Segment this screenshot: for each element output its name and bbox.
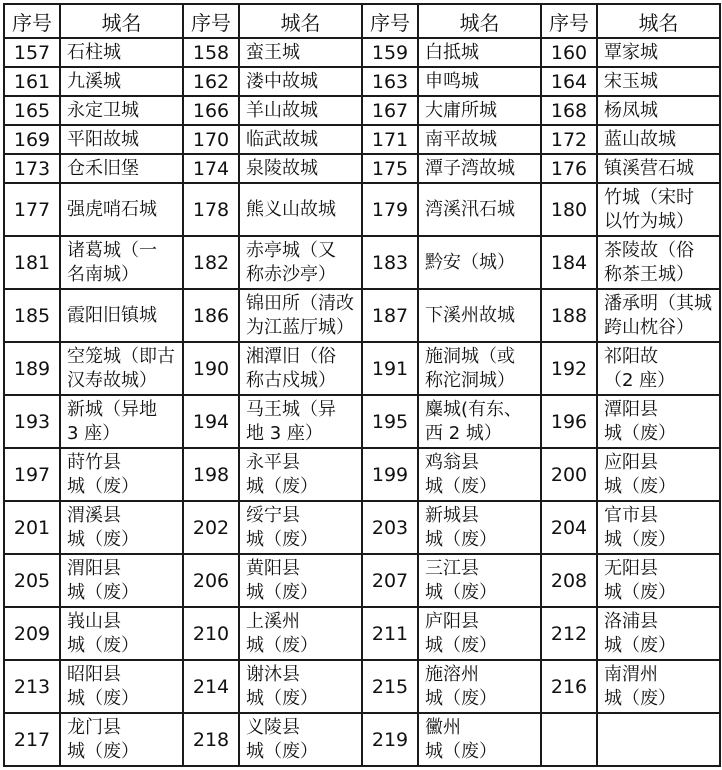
city-name-cell [418, 96, 541, 125]
city-name-line: 渭溪县 [67, 504, 121, 526]
serial-number-cell: 159 [362, 38, 418, 67]
city-name-cell [597, 448, 720, 501]
city-name-line: 城（废） [425, 475, 497, 497]
city-name-cell [597, 660, 720, 713]
city-name-line: 汉寿故城） [67, 369, 157, 391]
serial-number-cell: 201 [4, 501, 60, 554]
city-name-cell [60, 125, 183, 154]
city-name-line: 城（废） [604, 422, 676, 444]
city-name-cell [418, 501, 541, 554]
serial-number-cell: 158 [183, 38, 239, 67]
city-name-line: 溇中故城 [246, 70, 318, 92]
city-name-line: 杨凤城 [604, 99, 658, 121]
city-name-line: 施洞城（或 [425, 345, 515, 367]
city-name-line: 城（废） [67, 475, 139, 497]
serial-number-cell: 203 [362, 501, 418, 554]
city-name-cell [239, 342, 362, 395]
table-row [4, 395, 720, 448]
city-name-line: 城（废） [67, 740, 139, 762]
city-name-cell [597, 607, 720, 660]
serial-number-cell: 191 [362, 342, 418, 395]
city-name-line: 强虎哨石城 [67, 198, 157, 220]
city-name-cell [60, 607, 183, 660]
city-name-cell [418, 183, 541, 236]
city-name-line: 大庸所城 [425, 99, 497, 121]
serial-number-cell: 169 [4, 125, 60, 154]
serial-number-cell: 167 [362, 96, 418, 125]
city-name-cell [60, 448, 183, 501]
city-name-cell [60, 501, 183, 554]
serial-number-cell: 193 [4, 395, 60, 448]
serial-number-cell: 183 [362, 236, 418, 289]
serial-number-cell: 194 [183, 395, 239, 448]
city-name-cell [239, 713, 362, 766]
table-row [4, 125, 720, 154]
serial-number-cell: 160 [541, 38, 597, 67]
table-body [4, 38, 720, 766]
city-name-line: 永定卫城 [67, 99, 139, 121]
city-name-cell [239, 660, 362, 713]
city-name-cell [597, 554, 720, 607]
serial-number-cell: 213 [4, 660, 60, 713]
city-name-line: 城（废） [67, 581, 139, 603]
city-name-line: 城（废） [67, 634, 139, 656]
city-name-cell [239, 289, 362, 342]
city-name-line: 申鸣城 [425, 70, 479, 92]
serial-number-cell: 190 [183, 342, 239, 395]
city-name-line: 泉陵故城 [246, 157, 318, 179]
city-name-line: 谢沐县 [246, 663, 300, 685]
city-name-line: 城（废） [246, 634, 318, 656]
city-name-cell [60, 154, 183, 183]
serial-number-cell: 166 [183, 96, 239, 125]
table-row [4, 289, 720, 342]
city-name-cell [597, 67, 720, 96]
table-header-row [4, 4, 720, 38]
table-row [4, 448, 720, 501]
header-serial: 序号 [362, 4, 418, 38]
city-name-line: 绥宁县 [246, 504, 300, 526]
city-name-cell [239, 38, 362, 67]
city-name-line: 熊义山故城 [246, 198, 336, 220]
serial-number-cell: 175 [362, 154, 418, 183]
city-name-line: 空笼城（即古 [67, 345, 175, 367]
city-name-line: 昭阳县 [67, 663, 121, 685]
city-name-cell [597, 183, 720, 236]
city-name-line: 称沱洞城） [425, 369, 515, 391]
table-row [4, 38, 720, 67]
city-name-line: 城（废） [604, 528, 676, 550]
serial-number-cell: 176 [541, 154, 597, 183]
serial-number-cell: 196 [541, 395, 597, 448]
city-name-line: 城（废） [246, 687, 318, 709]
city-name-cell [239, 236, 362, 289]
city-name-line: 湾溪汛石城 [425, 198, 515, 220]
serial-number-cell: 168 [541, 96, 597, 125]
serial-number-cell: 207 [362, 554, 418, 607]
city-name-cell [597, 38, 720, 67]
serial-number-cell: 205 [4, 554, 60, 607]
city-name-cell [418, 38, 541, 67]
serial-number-cell: 173 [4, 154, 60, 183]
header-serial: 序号 [541, 4, 597, 38]
table-row [4, 342, 720, 395]
serial-number-cell: 189 [4, 342, 60, 395]
city-name-line: 蛮王城 [246, 41, 300, 63]
serial-number-cell: 214 [183, 660, 239, 713]
city-name-cell [60, 289, 183, 342]
serial-number-cell: 182 [183, 236, 239, 289]
city-name-cell [60, 38, 183, 67]
serial-number-cell: 199 [362, 448, 418, 501]
serial-number-cell: 217 [4, 713, 60, 766]
city-name-line: 西 2 城） [425, 422, 502, 444]
city-name-line: 黔安（城） [425, 251, 515, 273]
city-name-cell [597, 125, 720, 154]
city-name-line: 庐阳县 [425, 610, 479, 632]
city-name-line: 城（废） [604, 687, 676, 709]
serial-number-cell: 200 [541, 448, 597, 501]
city-name-cell [60, 554, 183, 607]
serial-number-cell: 195 [362, 395, 418, 448]
city-name-line: 新城县 [425, 504, 479, 526]
city-name-line: 南平故城 [425, 128, 497, 150]
city-name-cell [60, 713, 183, 766]
city-name-cell [60, 236, 183, 289]
serial-number-cell: 197 [4, 448, 60, 501]
city-name-cell [418, 289, 541, 342]
serial-number-cell: 157 [4, 38, 60, 67]
city-name-cell [597, 342, 720, 395]
serial-number-cell: 210 [183, 607, 239, 660]
serial-number-cell: 165 [4, 96, 60, 125]
city-name-line: 城（废） [425, 581, 497, 603]
serial-number-cell [541, 713, 597, 766]
city-name-line: 峩山县 [67, 610, 121, 632]
serial-number-cell: 204 [541, 501, 597, 554]
city-name-line: 竹城（宋时 [604, 186, 694, 208]
city-name-line: 潭阳县 [604, 398, 658, 420]
city-name-line: 诸葛城（一 [67, 239, 157, 261]
serial-number-cell: 172 [541, 125, 597, 154]
city-name-line: 九溪城 [67, 70, 121, 92]
city-name-line: 城（废） [246, 581, 318, 603]
city-name-line: 义陵县 [246, 716, 300, 738]
city-name-line: 茶陵故（俗 [604, 239, 694, 261]
city-name-cell [60, 395, 183, 448]
city-name-cell [239, 154, 362, 183]
table-row [4, 183, 720, 236]
city-name-cell [597, 713, 720, 766]
city-name-cell [239, 67, 362, 96]
header-city-name: 城名 [60, 4, 183, 38]
city-name-cell [239, 183, 362, 236]
city-name-line: 祁阳故 [604, 345, 658, 367]
serial-number-cell: 209 [4, 607, 60, 660]
city-name-line: 城（废） [246, 528, 318, 550]
city-name-cell [418, 67, 541, 96]
city-name-cell [418, 607, 541, 660]
city-name-line: 临武故城 [246, 128, 318, 150]
city-name-cell [418, 342, 541, 395]
city-name-cell [418, 125, 541, 154]
city-name-line: （2 座） [604, 369, 676, 391]
table-row [4, 501, 720, 554]
city-name-line: 官市县 [604, 504, 658, 526]
city-name-cell [239, 554, 362, 607]
serial-number-cell: 192 [541, 342, 597, 395]
city-name-cell [60, 67, 183, 96]
city-name-line: 为江蓝厅城） [246, 316, 354, 338]
city-name-line: 上溪州 [246, 610, 300, 632]
city-name-line: 宋玉城 [604, 70, 658, 92]
city-name-cell [60, 96, 183, 125]
city-name-cell [597, 501, 720, 554]
header-city-name: 城名 [239, 4, 362, 38]
city-name-cell [239, 395, 362, 448]
city-name-line: 潭子湾故城 [425, 157, 515, 179]
serial-number-cell: 218 [183, 713, 239, 766]
city-name-line: 洛浦县 [604, 610, 658, 632]
serial-number-cell: 198 [183, 448, 239, 501]
serial-number-cell: 216 [541, 660, 597, 713]
city-name-line: 黴州 [425, 716, 461, 738]
city-name-cell [418, 236, 541, 289]
serial-number-cell: 164 [541, 67, 597, 96]
city-name-line: 三江县 [425, 557, 479, 579]
city-name-line: 潘承明（其城 [604, 292, 712, 314]
city-name-line: 锦田所（清改 [246, 292, 354, 314]
city-name-line: 城（废） [425, 740, 497, 762]
city-name-line: 称赤沙亭） [246, 263, 336, 285]
city-name-cell [597, 289, 720, 342]
city-name-cell [239, 125, 362, 154]
city-name-line: 无阳县 [604, 557, 658, 579]
city-name-line: 渭阳县 [67, 557, 121, 579]
city-name-line: 覃家城 [604, 41, 658, 63]
city-name-line: 白抵城 [425, 41, 479, 63]
serial-number-cell: 208 [541, 554, 597, 607]
city-name-line: 名南城） [67, 263, 139, 285]
serial-number-cell: 174 [183, 154, 239, 183]
serial-number-cell: 206 [183, 554, 239, 607]
city-name-cell [418, 713, 541, 766]
table-row [4, 660, 720, 713]
serial-number-cell: 171 [362, 125, 418, 154]
city-name-line: 城（废） [67, 687, 139, 709]
city-name-line: 城（废） [604, 634, 676, 656]
city-name-line: 城（废） [246, 475, 318, 497]
serial-number-cell: 187 [362, 289, 418, 342]
serial-number-cell: 162 [183, 67, 239, 96]
city-name-line: 城（废） [425, 687, 497, 709]
table-row [4, 607, 720, 660]
serial-number-cell: 215 [362, 660, 418, 713]
city-name-line: 蓝山故城 [604, 128, 676, 150]
serial-number-cell: 180 [541, 183, 597, 236]
city-name-line: 跨山枕谷） [604, 316, 694, 338]
serial-number-cell: 178 [183, 183, 239, 236]
serial-number-cell: 188 [541, 289, 597, 342]
city-name-line: 下溪州故城 [425, 304, 515, 326]
city-name-cell [60, 183, 183, 236]
city-name-line: 地 3 座） [246, 422, 323, 444]
serial-number-cell: 179 [362, 183, 418, 236]
city-name-line: 石柱城 [67, 41, 121, 63]
city-name-cell [239, 96, 362, 125]
city-name-line: 湘潭旧（俗 [246, 345, 336, 367]
serial-number-cell: 219 [362, 713, 418, 766]
serial-number-cell: 181 [4, 236, 60, 289]
city-name-cell [239, 501, 362, 554]
table-row [4, 96, 720, 125]
city-name-cell [239, 448, 362, 501]
city-name-line: 南渭州 [604, 663, 658, 685]
city-list-table [3, 3, 721, 767]
city-name-line: 鸡翁县 [425, 451, 479, 473]
city-name-line: 龙门县 [67, 716, 121, 738]
city-name-line: 城（废） [604, 475, 676, 497]
city-name-line: 城（废） [67, 528, 139, 550]
city-name-line: 城（废） [425, 634, 497, 656]
table-row [4, 67, 720, 96]
city-name-cell [418, 395, 541, 448]
city-name-line: 仓禾旧堡 [67, 157, 139, 179]
city-name-line: 3 座） [67, 422, 121, 444]
city-name-line: 马王城（异 [246, 398, 336, 420]
city-name-line: 莳竹县 [67, 451, 121, 473]
city-name-line: 永平县 [246, 451, 300, 473]
city-name-line: 黄阳县 [246, 557, 300, 579]
table-row [4, 236, 720, 289]
city-name-line: 城（废） [425, 528, 497, 550]
city-name-cell [597, 236, 720, 289]
city-name-line: 霞阳旧镇城 [67, 304, 157, 326]
city-name-line: 应阳县 [604, 451, 658, 473]
serial-number-cell: 185 [4, 289, 60, 342]
city-name-line: 称茶王城） [604, 263, 694, 285]
city-name-cell [418, 554, 541, 607]
city-name-line: 赤亭城（又 [246, 239, 336, 261]
city-name-line: 城（废） [246, 740, 318, 762]
serial-number-cell: 163 [362, 67, 418, 96]
city-name-cell [418, 448, 541, 501]
city-name-cell [597, 395, 720, 448]
header-city-name: 城名 [597, 4, 720, 38]
header-serial: 序号 [4, 4, 60, 38]
table-row [4, 554, 720, 607]
serial-number-cell: 161 [4, 67, 60, 96]
city-name-line: 新城（异地 [67, 398, 157, 420]
serial-number-cell: 212 [541, 607, 597, 660]
city-name-cell [239, 607, 362, 660]
city-name-cell [60, 660, 183, 713]
serial-number-cell: 186 [183, 289, 239, 342]
serial-number-cell: 184 [541, 236, 597, 289]
serial-number-cell: 170 [183, 125, 239, 154]
city-name-cell [60, 342, 183, 395]
city-name-line: 以竹为城） [604, 210, 694, 232]
serial-number-cell: 177 [4, 183, 60, 236]
header-city-name: 城名 [418, 4, 541, 38]
table-row [4, 154, 720, 183]
serial-number-cell: 202 [183, 501, 239, 554]
table-row [4, 713, 720, 766]
city-name-cell [418, 154, 541, 183]
city-name-line: 镇溪营石城 [604, 157, 694, 179]
city-name-line: 施溶州 [425, 663, 479, 685]
city-name-line: 城（废） [604, 581, 676, 603]
city-name-line: 羊山故城 [246, 99, 318, 121]
header-serial: 序号 [183, 4, 239, 38]
serial-number-cell: 211 [362, 607, 418, 660]
city-name-line: 麋城(有东、 [425, 398, 523, 420]
city-name-cell [418, 660, 541, 713]
city-name-cell [597, 154, 720, 183]
city-name-line: 平阳故城 [67, 128, 139, 150]
city-name-cell [597, 96, 720, 125]
city-name-line: 称古戍城） [246, 369, 336, 391]
